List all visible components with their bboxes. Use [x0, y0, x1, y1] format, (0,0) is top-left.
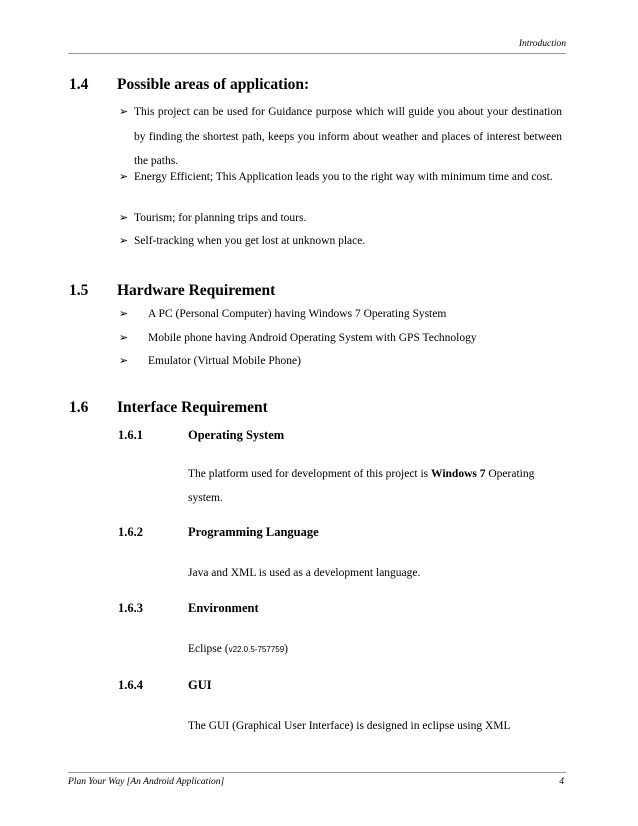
paragraph-text: )	[284, 643, 289, 655]
list-item-text: A PC (Personal Computer) having Windows 7 Operating System	[148, 308, 447, 320]
list-item	[119, 326, 562, 351]
footer-title: Plan Your Way [An Android Application]	[68, 777, 225, 787]
paragraph-text: The platform used for development of this project is	[188, 468, 432, 480]
arrowhead-bullet-icon: ➢	[119, 235, 129, 247]
list-item-text: Tourism; for planning trips and tours.	[134, 212, 307, 224]
paragraph-text: The GUI (Graphical User Interface) is designed in eclipse using XML	[188, 720, 511, 732]
subsection-paragraph	[188, 462, 563, 510]
subsection-paragraph	[188, 714, 563, 738]
arrowhead-bullet-icon: ➢	[119, 106, 129, 118]
subsection-title: Programming Language	[188, 525, 319, 539]
subsection-number: 1.6.1	[118, 428, 143, 442]
list-item	[119, 229, 562, 254]
section-number: 1.5	[69, 282, 89, 299]
version-text: v22.0.5-757759	[228, 645, 285, 654]
paragraph-text: Java and XML is used as a development language.	[188, 567, 421, 579]
list-item	[119, 349, 562, 374]
subsection-number: 1.6.4	[118, 678, 143, 692]
subsection-number: 1.6.3	[118, 601, 143, 615]
arrowhead-bullet-icon: ➢	[119, 332, 129, 344]
paragraph-text: Eclipse (	[188, 643, 229, 655]
list-item-text: This project can be used for Guidance purpose which will guide you about your destination by finding the shortest path, keeps you inform about weather and places of interest between the paths.	[134, 106, 562, 167]
list-item-text: Self-tracking when you get lost at unknown place.	[134, 235, 366, 247]
subsection-number: 1.6.2	[118, 525, 143, 539]
arrowhead-bullet-icon: ➢	[119, 355, 129, 367]
list-item	[119, 302, 562, 327]
page-number: 4	[559, 777, 564, 787]
page-header	[68, 38, 566, 54]
section-number: 1.6	[69, 399, 89, 416]
section-title: Hardware Requirement	[117, 282, 276, 299]
section-number: 1.4	[69, 76, 89, 93]
arrowhead-bullet-icon: ➢	[119, 308, 129, 320]
list-item-text: Mobile phone having Android Operating System with GPS Technology	[148, 332, 477, 344]
list-item-text: Emulator (Virtual Mobile Phone)	[148, 355, 301, 367]
subsection-title: Operating System	[188, 428, 285, 442]
subsection-paragraph	[188, 637, 563, 662]
section-title: Interface Requirement	[117, 399, 268, 416]
subsection-title: Environment	[188, 601, 259, 615]
arrowhead-bullet-icon: ➢	[119, 212, 129, 224]
header-title: Introduction	[518, 39, 566, 49]
page-footer	[68, 772, 566, 788]
arrowhead-bullet-icon: ➢	[119, 171, 129, 183]
subsection-paragraph	[188, 561, 563, 585]
section-title: Possible areas of application:	[117, 76, 310, 93]
list-item	[119, 165, 562, 190]
subsection-title: GUI	[188, 678, 212, 692]
list-item	[119, 100, 562, 174]
list-item	[119, 206, 562, 231]
list-item-text: Energy Efficient; This Application leads you to the right way with minimum time and cost.	[134, 171, 553, 183]
paragraph-text: Operating system.	[188, 468, 535, 504]
paragraph-bold-text: Windows 7	[431, 468, 486, 480]
